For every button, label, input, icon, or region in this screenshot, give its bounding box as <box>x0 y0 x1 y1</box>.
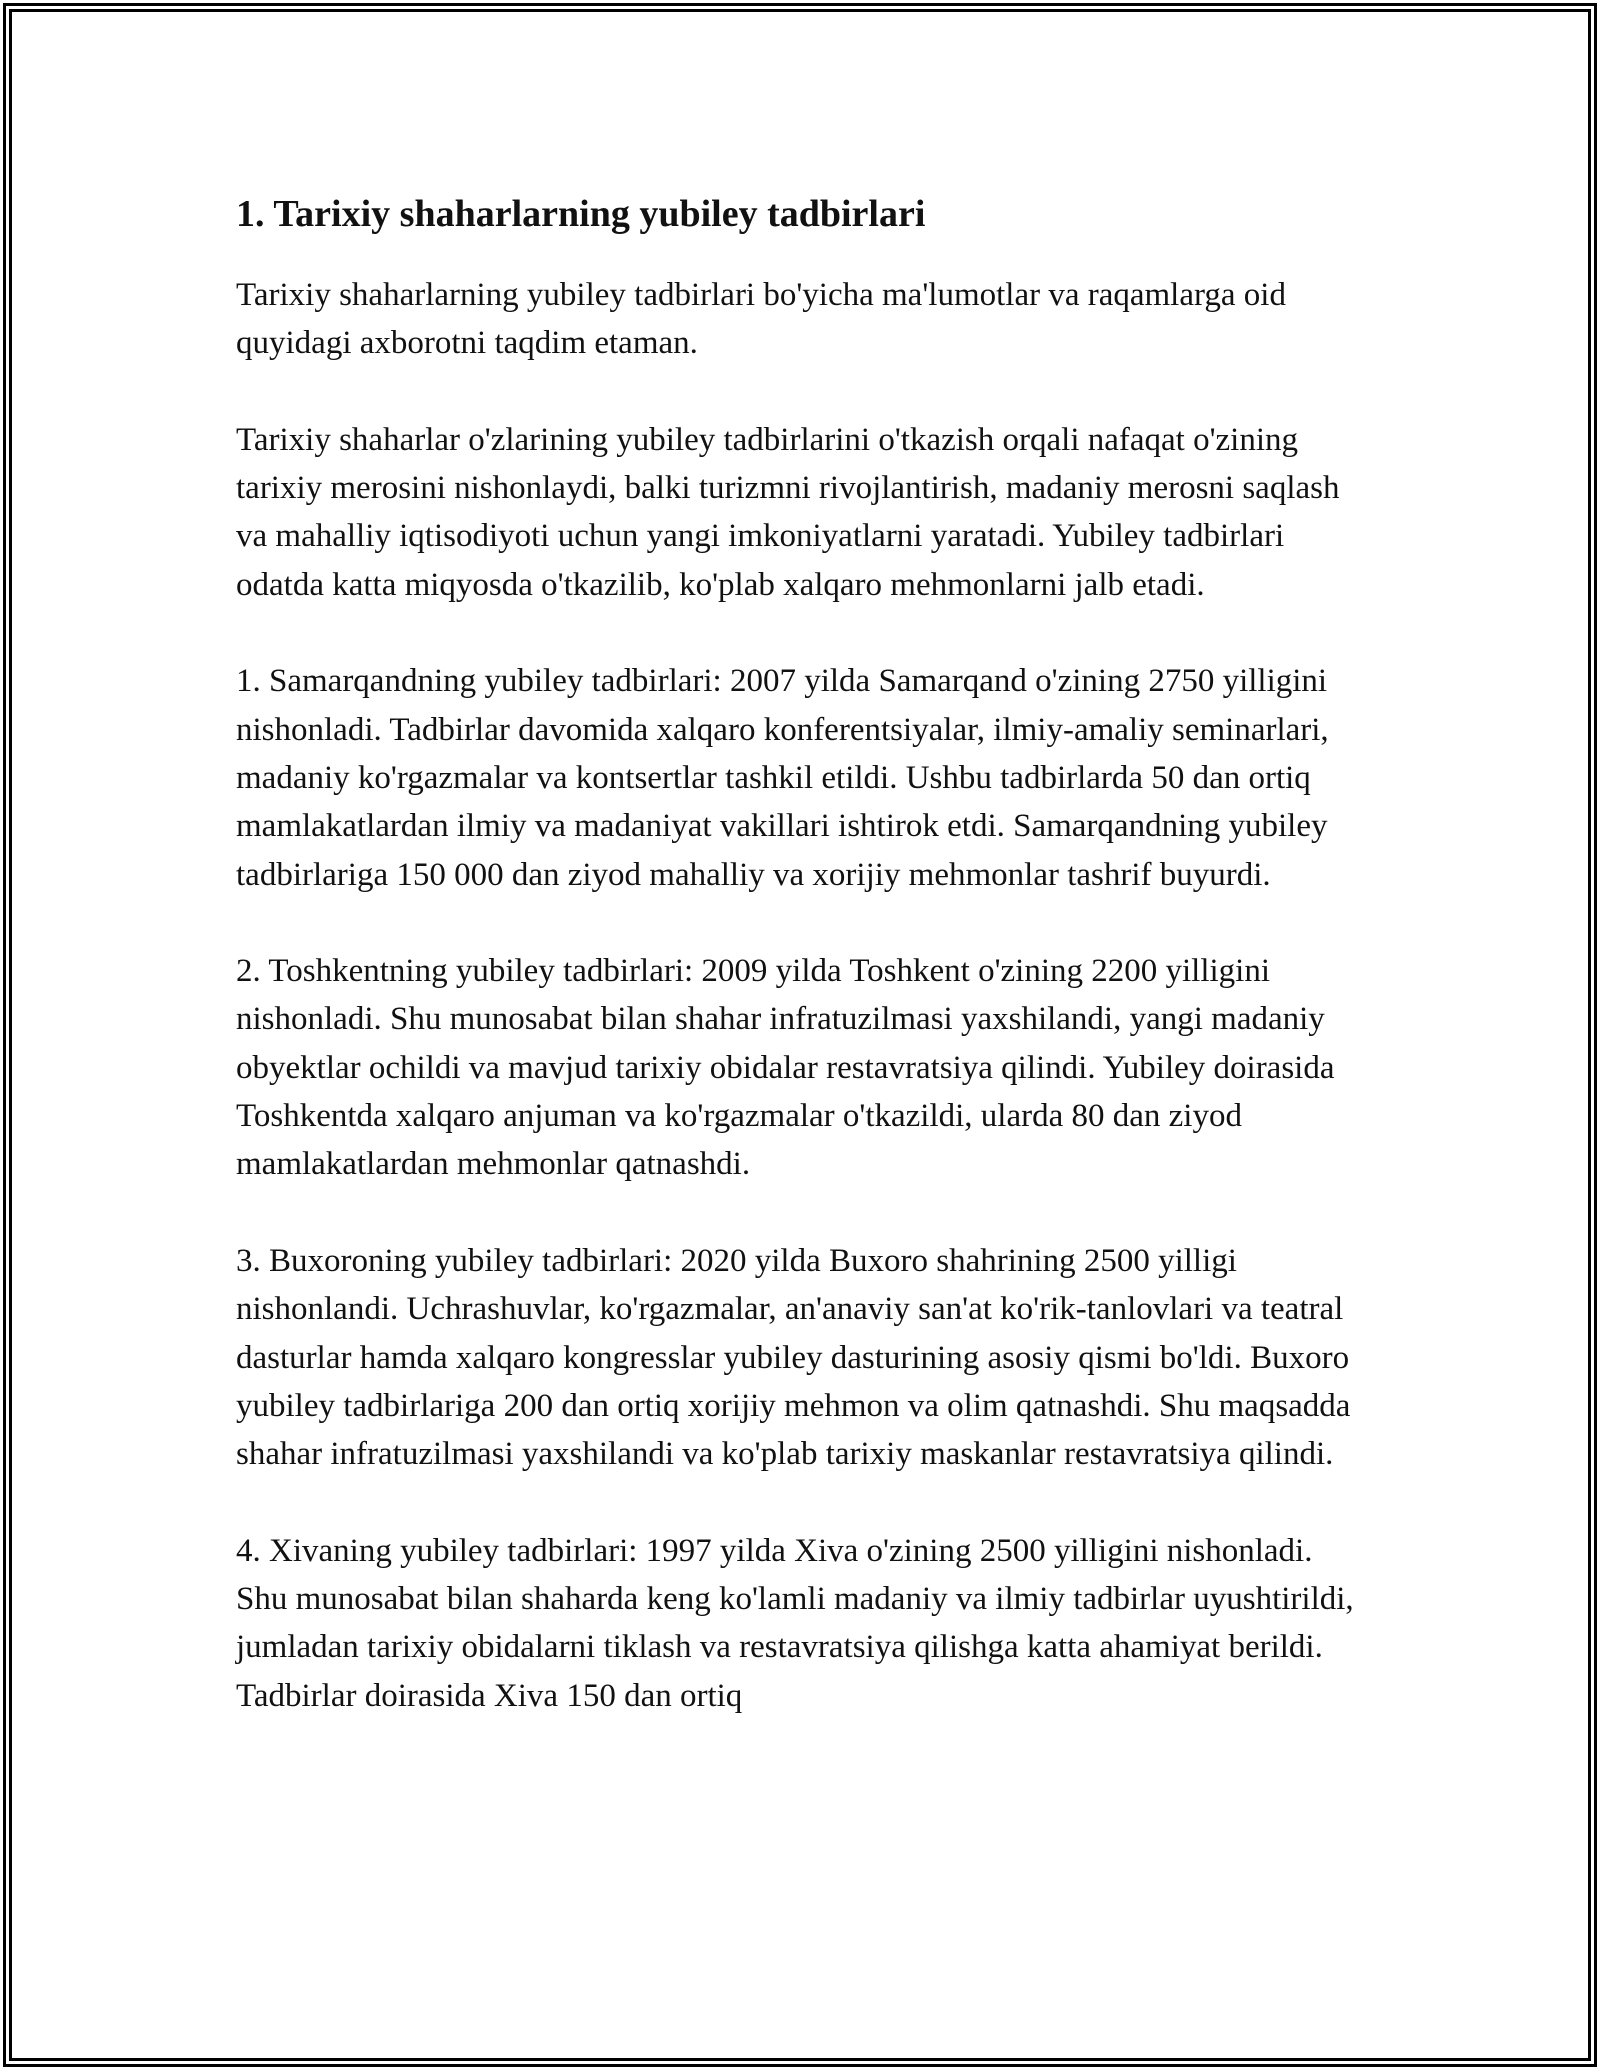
samarqand-paragraph: 1. Samarqandning yubiley tadbirlari: 2007 yilda Samarqand o'zining 2750 yilligini nishonladi. Tadbirlar davomida xalqaro konferentsiyalar, ilmiy-amaliy seminarlari, madaniy ko'rgazmalar va kontsertlar tashkil etildi. Ushbu tadbirlarda 50 dan ortiq mamlakatlardan ilmiy va madaniyat vakillari ishtirok etdi. Samarqandning yubiley tadbirlariga 150 000 dan ziyod mahalliy va xorijiy mehmonlar tashrif buyurdi. <box>236 663 1329 893</box>
document-body <box>236 184 1366 1720</box>
toshkent-paragraph: 2. Toshkentning yubiley tadbirlari: 2009 yilda Toshkent o'zining 2200 yilligini nishonladi. Shu munosabat bilan shahar infratuzilmasi yaxshilandi, yangi madaniy obyektlar ochildi va mavjud tarixiy obidalar restavratsiya qilindi. Yubiley doirasida Toshkentda xalqaro anjuman va ko'rgazmalar o'tkazildi, ularda 80 dan ziyod mamlakatlardan mehmonlar qatnashdi. <box>236 953 1335 1183</box>
document-title: 1. Tarixiy shaharlarning yubiley tadbirlari <box>236 193 926 235</box>
buxoro-paragraph: 3. Buxoroning yubiley tadbirlari: 2020 yilda Buxoro shahrining 2500 yilligi nishonlandi. Uchrashuvlar, ko'rgazmalar, an'anaviy san'at ko'rik-tanlovlari va teatral dasturlar hamda xalqaro kongresslar yubiley dasturining asosiy qismi bo'ldi. Buxoro yubiley tadbirlariga 200 dan ortiq xorijiy mehmon va olim qatnashdi. Shu maqsadda shahar infratuzilmasi yaxshilandi va ko'plab tarixiy maskanlar restavratsiya qilindi. <box>236 1242 1351 1473</box>
xiva-paragraph: 4. Xivaning yubiley tadbirlari: 1997 yilda Xiva o'zining 2500 yilligini nishonladi. Shu munosabat bilan shaharda keng ko'lamli madaniy va ilmiy tadbirlar uyushtirildi, jumladan tarixiy obidalarni tiklash va restavratsiya qilishga katta ahamiyat berildi. Tadbirlar doirasida Xiva 150 dan ortiq <box>236 1532 1354 1714</box>
overview-paragraph: Tarixiy shaharlar o'zlarining yubiley tadbirlarini o'tkazish orqali nafaqat o'zining tarixiy merosini nishonlaydi, balki turizmni rivojlantirish, madaniy merosni saqlash va mahalliy iqtisodiyoti uchun yangi imkoniyatlarni yaratadi. Yubiley tadbirlari odatda katta miqyosda o'tkazilib, ko'plab xalqaro mehmonlarni jalb etadi. <box>236 421 1340 603</box>
intro-paragraph: Tarixiy shaharlarning yubiley tadbirlari bo'yicha ma'lumotlar va raqamlarga oid quyidagi axborotni taqdim etaman. <box>236 277 1286 362</box>
